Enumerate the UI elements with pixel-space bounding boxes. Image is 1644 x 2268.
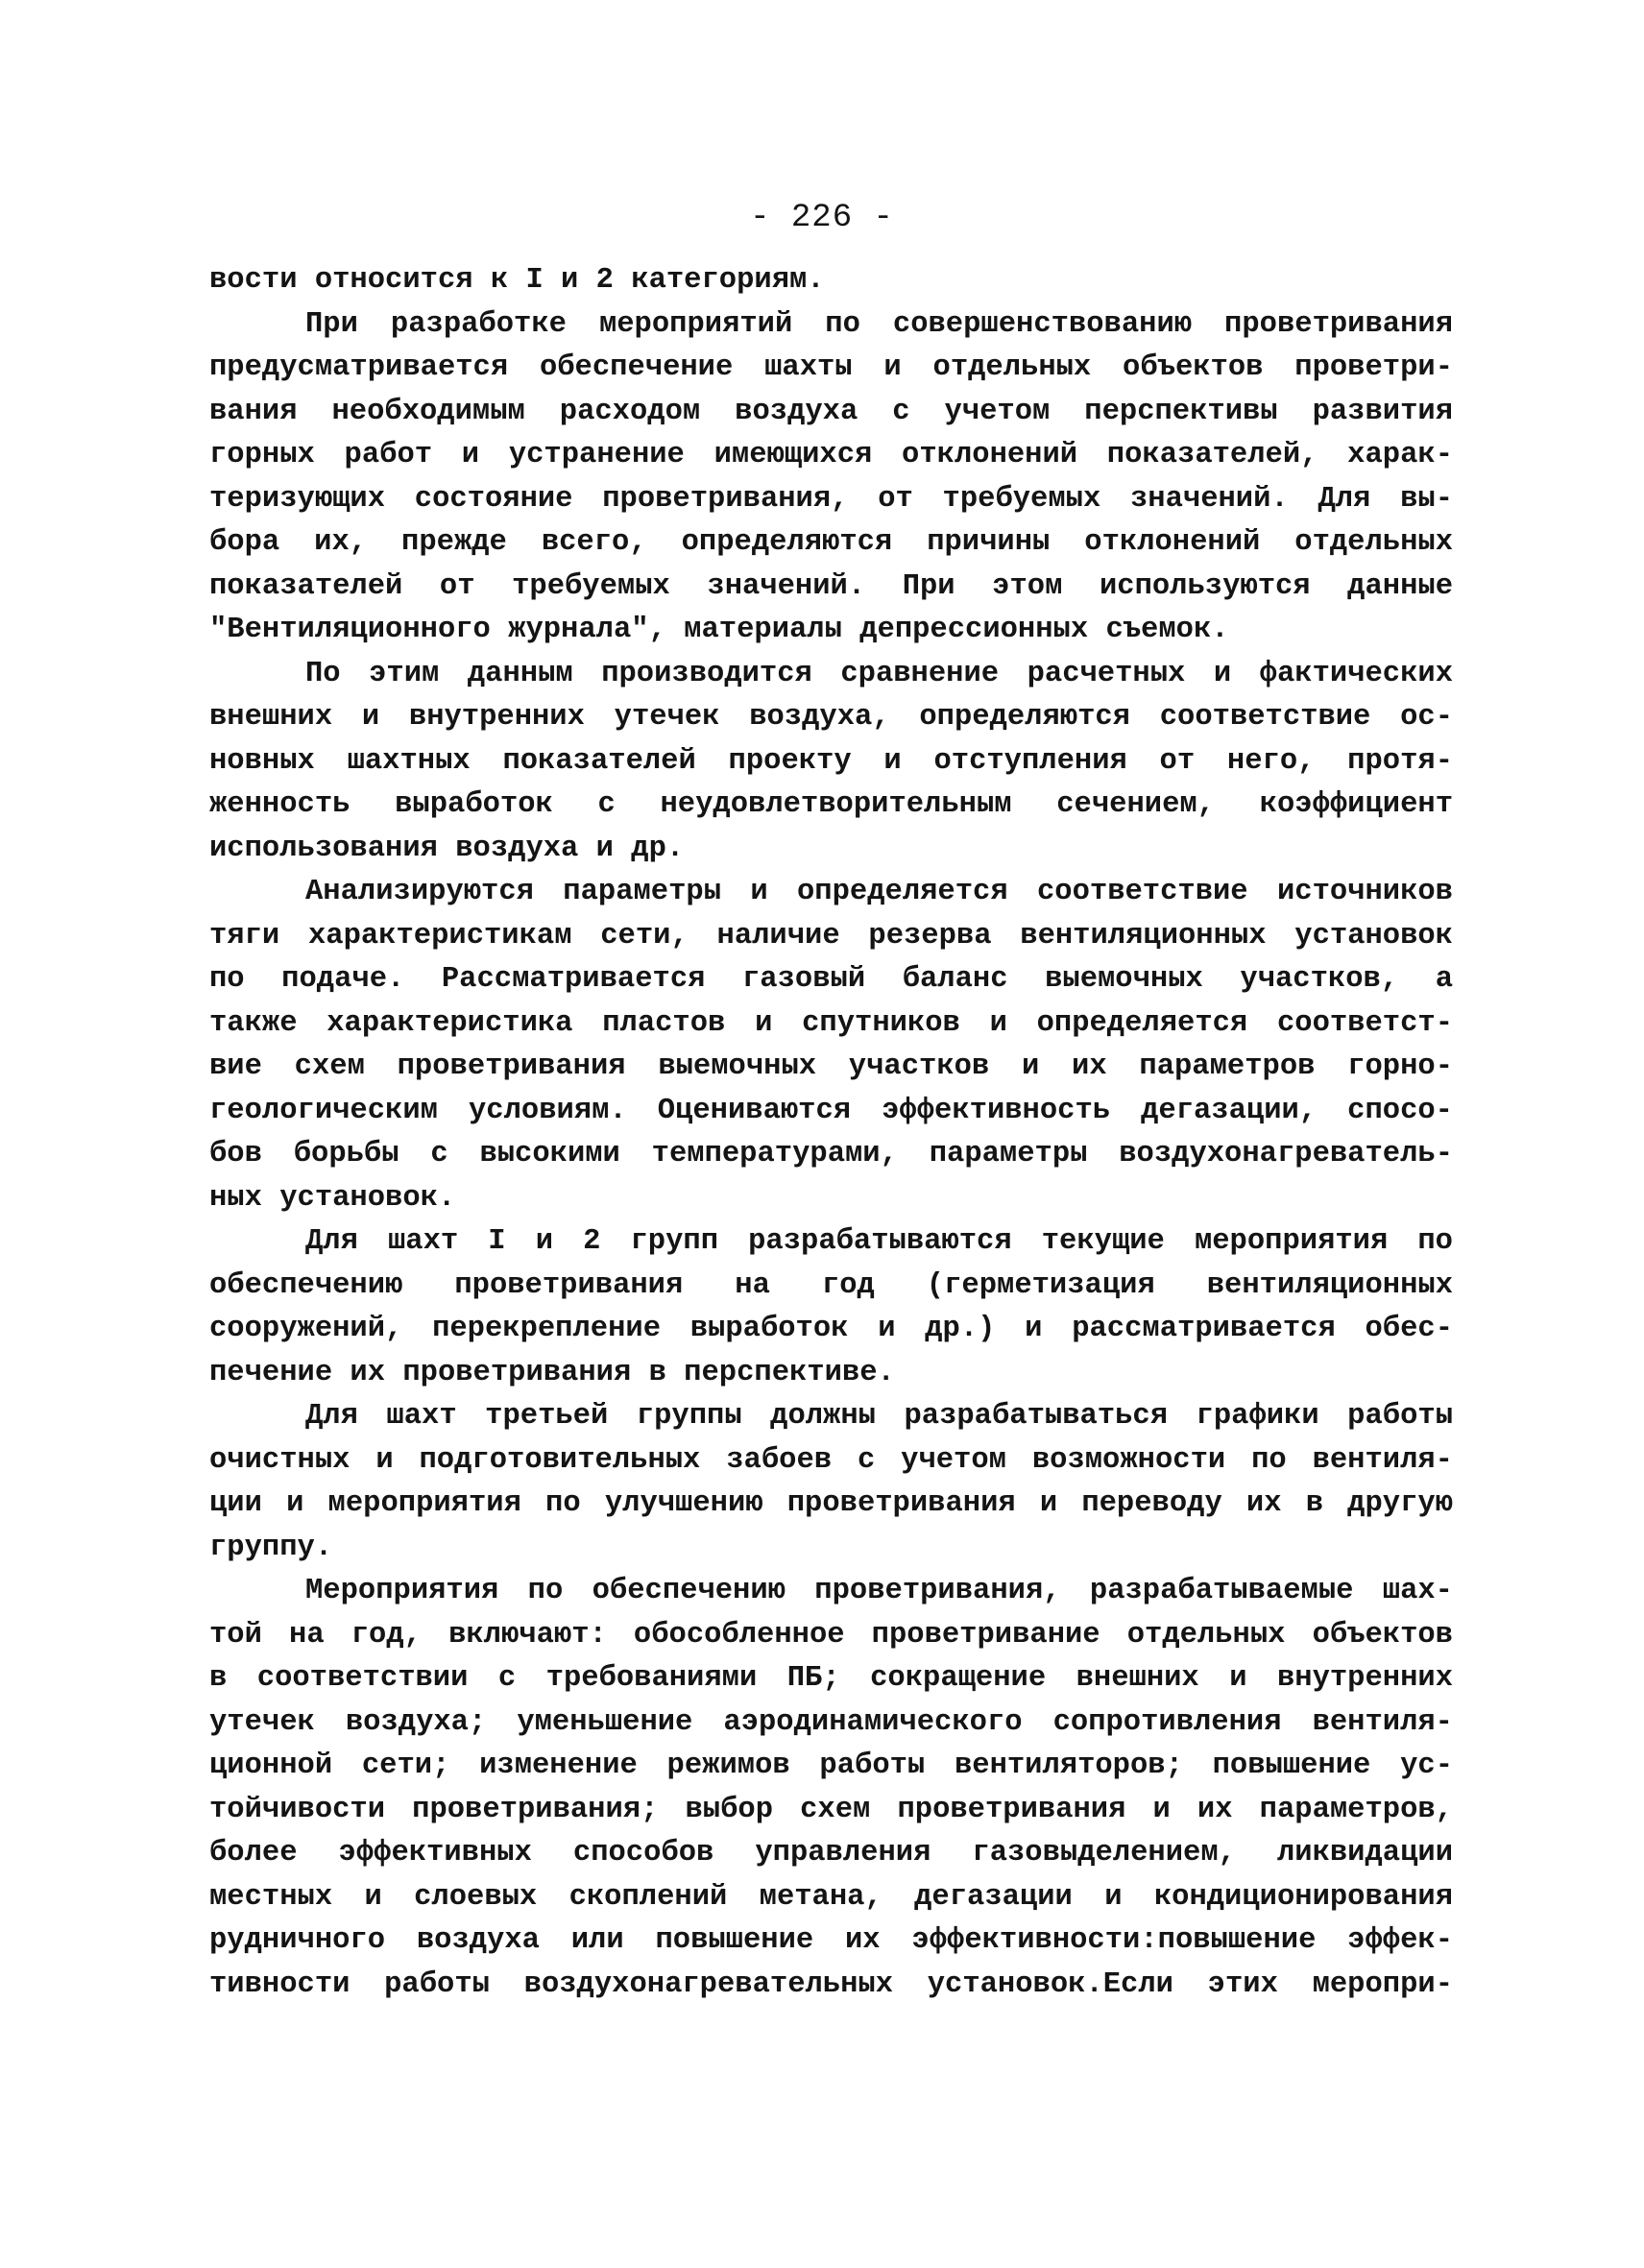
text-line: очистных и подготовительных забоев с учетом возможности по вентиля- bbox=[209, 1443, 1453, 1477]
text-line: По этим данным производится сравнение расчетных и фактических bbox=[305, 657, 1453, 690]
text-line: вания необходимым расходом воздуха с учетом перспективы развития bbox=[209, 395, 1453, 428]
text-line: предусматривается обеспечение шахты и отдельных объектов проветри- bbox=[209, 351, 1453, 384]
text-line: При разработке мероприятий по совершенствованию проветривания bbox=[305, 307, 1453, 341]
text-line: новных шахтных показателей проекту и отступления от него, протя- bbox=[209, 744, 1453, 778]
text-line: теризующих состояние проветривания, от требуемых значений. Для вы- bbox=[209, 482, 1453, 516]
text-line: тойчивости проветривания; выбор схем проветривания и их параметров, bbox=[209, 1793, 1453, 1826]
text-line: тяги характеристикам сети, наличие резерва вентиляционных установок bbox=[209, 919, 1453, 953]
text-line: Для шахт I и 2 групп разрабатываются текущие мероприятия по bbox=[305, 1225, 1453, 1258]
text-line: группу. bbox=[209, 1531, 333, 1564]
text-line: "Вентиляционного журнала", материалы депрессионных съемок. bbox=[209, 614, 1229, 646]
text-line: тивности работы воздухонагревательных установок.Если этих меропри- bbox=[209, 1967, 1453, 2001]
text-line: в соответствии с требованиями ПБ; сокращение внешних и внутренних bbox=[209, 1662, 1453, 1695]
text-line: бов борьбы с высокими температурами, параметры воздухонагреватель- bbox=[209, 1138, 1453, 1170]
text-line: обеспечению проветривания на год (герметизация вентиляционных bbox=[209, 1268, 1453, 1302]
text-line: рудничного воздуха или повышение их эффективности:повышение эффек- bbox=[209, 1924, 1453, 1957]
text-line: ционной сети; изменение режимов работы вентиляторов; повышение ус- bbox=[209, 1749, 1453, 1782]
text-line: более эффективных способов управления газовыделением, ликвидации bbox=[209, 1837, 1453, 1870]
text-line: также характеристика пластов и спутников и определяется соответст- bbox=[209, 1006, 1453, 1040]
text-line: ции и мероприятия по улучшению проветривания и переводу их в другую bbox=[209, 1487, 1453, 1520]
text-line: Анализируются параметры и определяется соответствие источников bbox=[305, 876, 1453, 908]
text-line: местных и слоевых скоплений метана, дегазации и кондиционирования bbox=[209, 1880, 1453, 1914]
text-line: Для шахт третьей группы должны разрабатываться графики работы bbox=[305, 1400, 1453, 1433]
page-number: - 226 - bbox=[750, 200, 894, 236]
text-line: утечек воздуха; уменьшение аэродинамического сопротивления вентиля- bbox=[209, 1705, 1453, 1739]
text-line: той на год, включают: обособленное проветривание отдельных объектов bbox=[209, 1618, 1453, 1652]
text-line: использования воздуха и др. bbox=[209, 832, 685, 865]
text-line: бора их, прежде всего, определяются причины отклонений отдельных bbox=[209, 526, 1453, 559]
text-line: Мероприятия по обеспечению проветривания, разрабатываемые шах- bbox=[305, 1575, 1453, 1607]
text-line: по подаче. Рассматривается газовый баланс выемочных участков, а bbox=[209, 963, 1453, 996]
text-line: показателей от требуемых значений. При этом используются данные bbox=[209, 569, 1453, 603]
text-line: вие схем проветривания выемочных участков и их параметров горно- bbox=[209, 1050, 1453, 1083]
text-line: геологическим условиям. Оцениваются эффективность дегазации, спосо- bbox=[209, 1094, 1453, 1127]
text-line: горных работ и устранение имеющихся отклонений показателей, харак- bbox=[209, 439, 1453, 471]
text-line: ных установок. bbox=[209, 1181, 456, 1215]
text-line: вости относится к I и 2 категориям. bbox=[209, 264, 825, 297]
text-line: сооружений, перекрепление выработок и др.) и рассматривается обес- bbox=[209, 1313, 1453, 1345]
body-text bbox=[209, 259, 1453, 2007]
text-line: внешних и внутренних утечек воздуха, определяются соответствие ос- bbox=[209, 701, 1453, 734]
text-line: женность выработок с неудовлетворительным сечением, коэффициент bbox=[209, 788, 1453, 821]
text-line: печение их проветривания в перспективе. bbox=[209, 1356, 895, 1389]
